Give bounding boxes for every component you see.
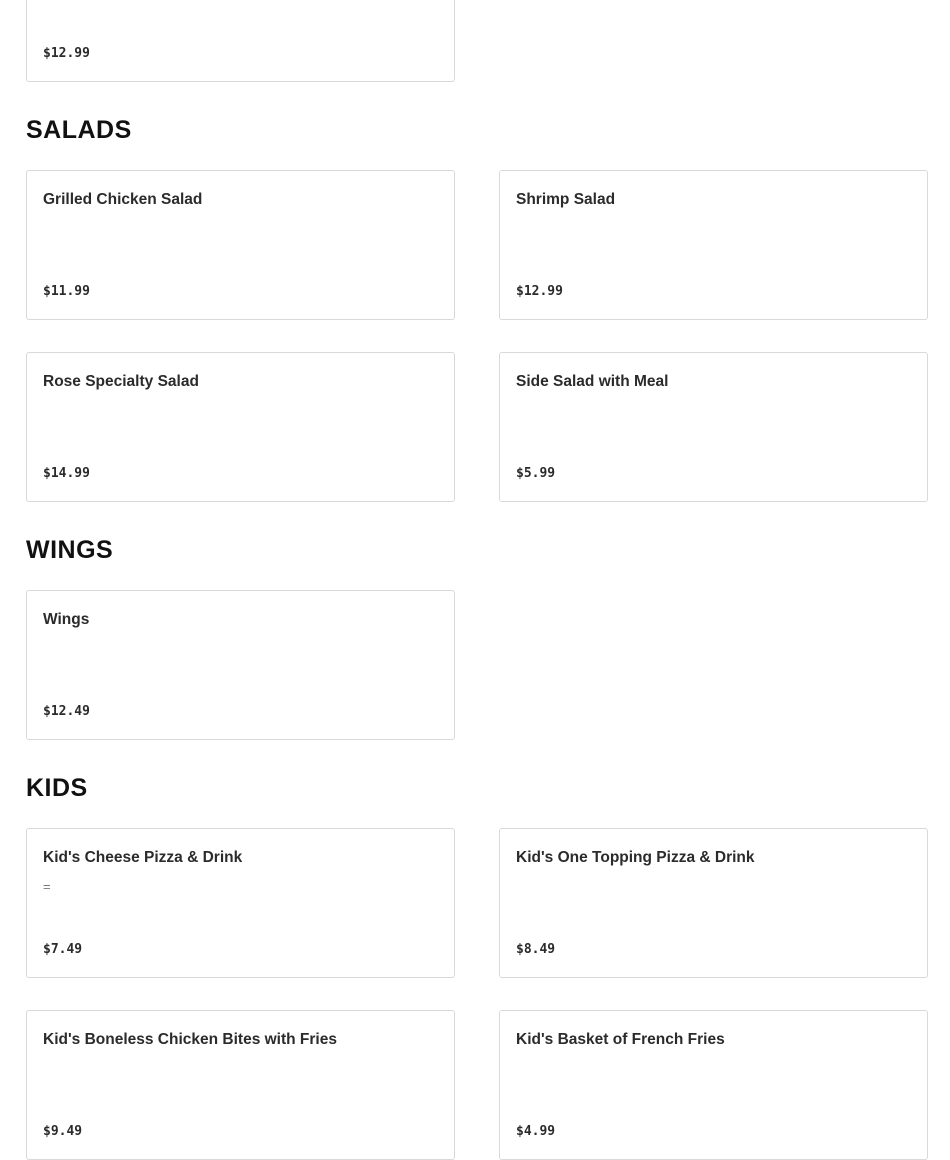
item-price: $5.99 — [516, 466, 556, 481]
item-name: Shrimp Salad — [516, 191, 616, 208]
menu-item-side-salad-with-meal[interactable] — [499, 352, 928, 502]
item-name: Rose Specialty Salad — [43, 373, 199, 390]
item-price: $12.49 — [43, 704, 90, 719]
item-name: Kid's One Topping Pizza & Drink — [516, 849, 755, 866]
menu-item-kids-one-topping-pizza-drink[interactable] — [499, 828, 928, 978]
item-name: Kid's Cheese Pizza & Drink — [43, 849, 243, 866]
menu-item-kids-basket-french-fries[interactable] — [499, 1010, 928, 1160]
item-price: $12.99 — [43, 46, 90, 61]
item-price: $9.49 — [43, 1124, 83, 1139]
menu-item-wings[interactable] — [26, 590, 455, 740]
section-title-wings: WINGS — [26, 536, 114, 564]
menu-item-shrimp-salad[interactable] — [499, 170, 928, 320]
menu-item-card[interactable] — [26, 0, 455, 82]
section-title-salads: SALADS — [26, 116, 132, 144]
menu-item-grilled-chicken-salad[interactable] — [26, 170, 455, 320]
item-name: Side Salad with Meal — [516, 373, 669, 390]
item-price: $14.99 — [43, 466, 90, 481]
item-price: $11.99 — [43, 284, 90, 299]
menu-item-kids-cheese-pizza-drink[interactable] — [26, 828, 455, 978]
item-price: $12.99 — [516, 284, 563, 299]
item-description: = — [43, 879, 51, 894]
menu-item-kids-boneless-chicken-bites[interactable] — [26, 1010, 455, 1160]
item-name: Kid's Basket of French Fries — [516, 1031, 725, 1048]
item-name: Kid's Boneless Chicken Bites with Fries — [43, 1031, 337, 1048]
item-price: $4.99 — [516, 1124, 556, 1139]
item-price: $7.49 — [43, 942, 83, 957]
menu-item-rose-specialty-salad[interactable] — [26, 352, 455, 502]
section-title-kids: KIDS — [26, 774, 88, 802]
item-price: $8.49 — [516, 942, 556, 957]
item-name: Grilled Chicken Salad — [43, 191, 203, 208]
item-name: Wings — [43, 611, 90, 628]
